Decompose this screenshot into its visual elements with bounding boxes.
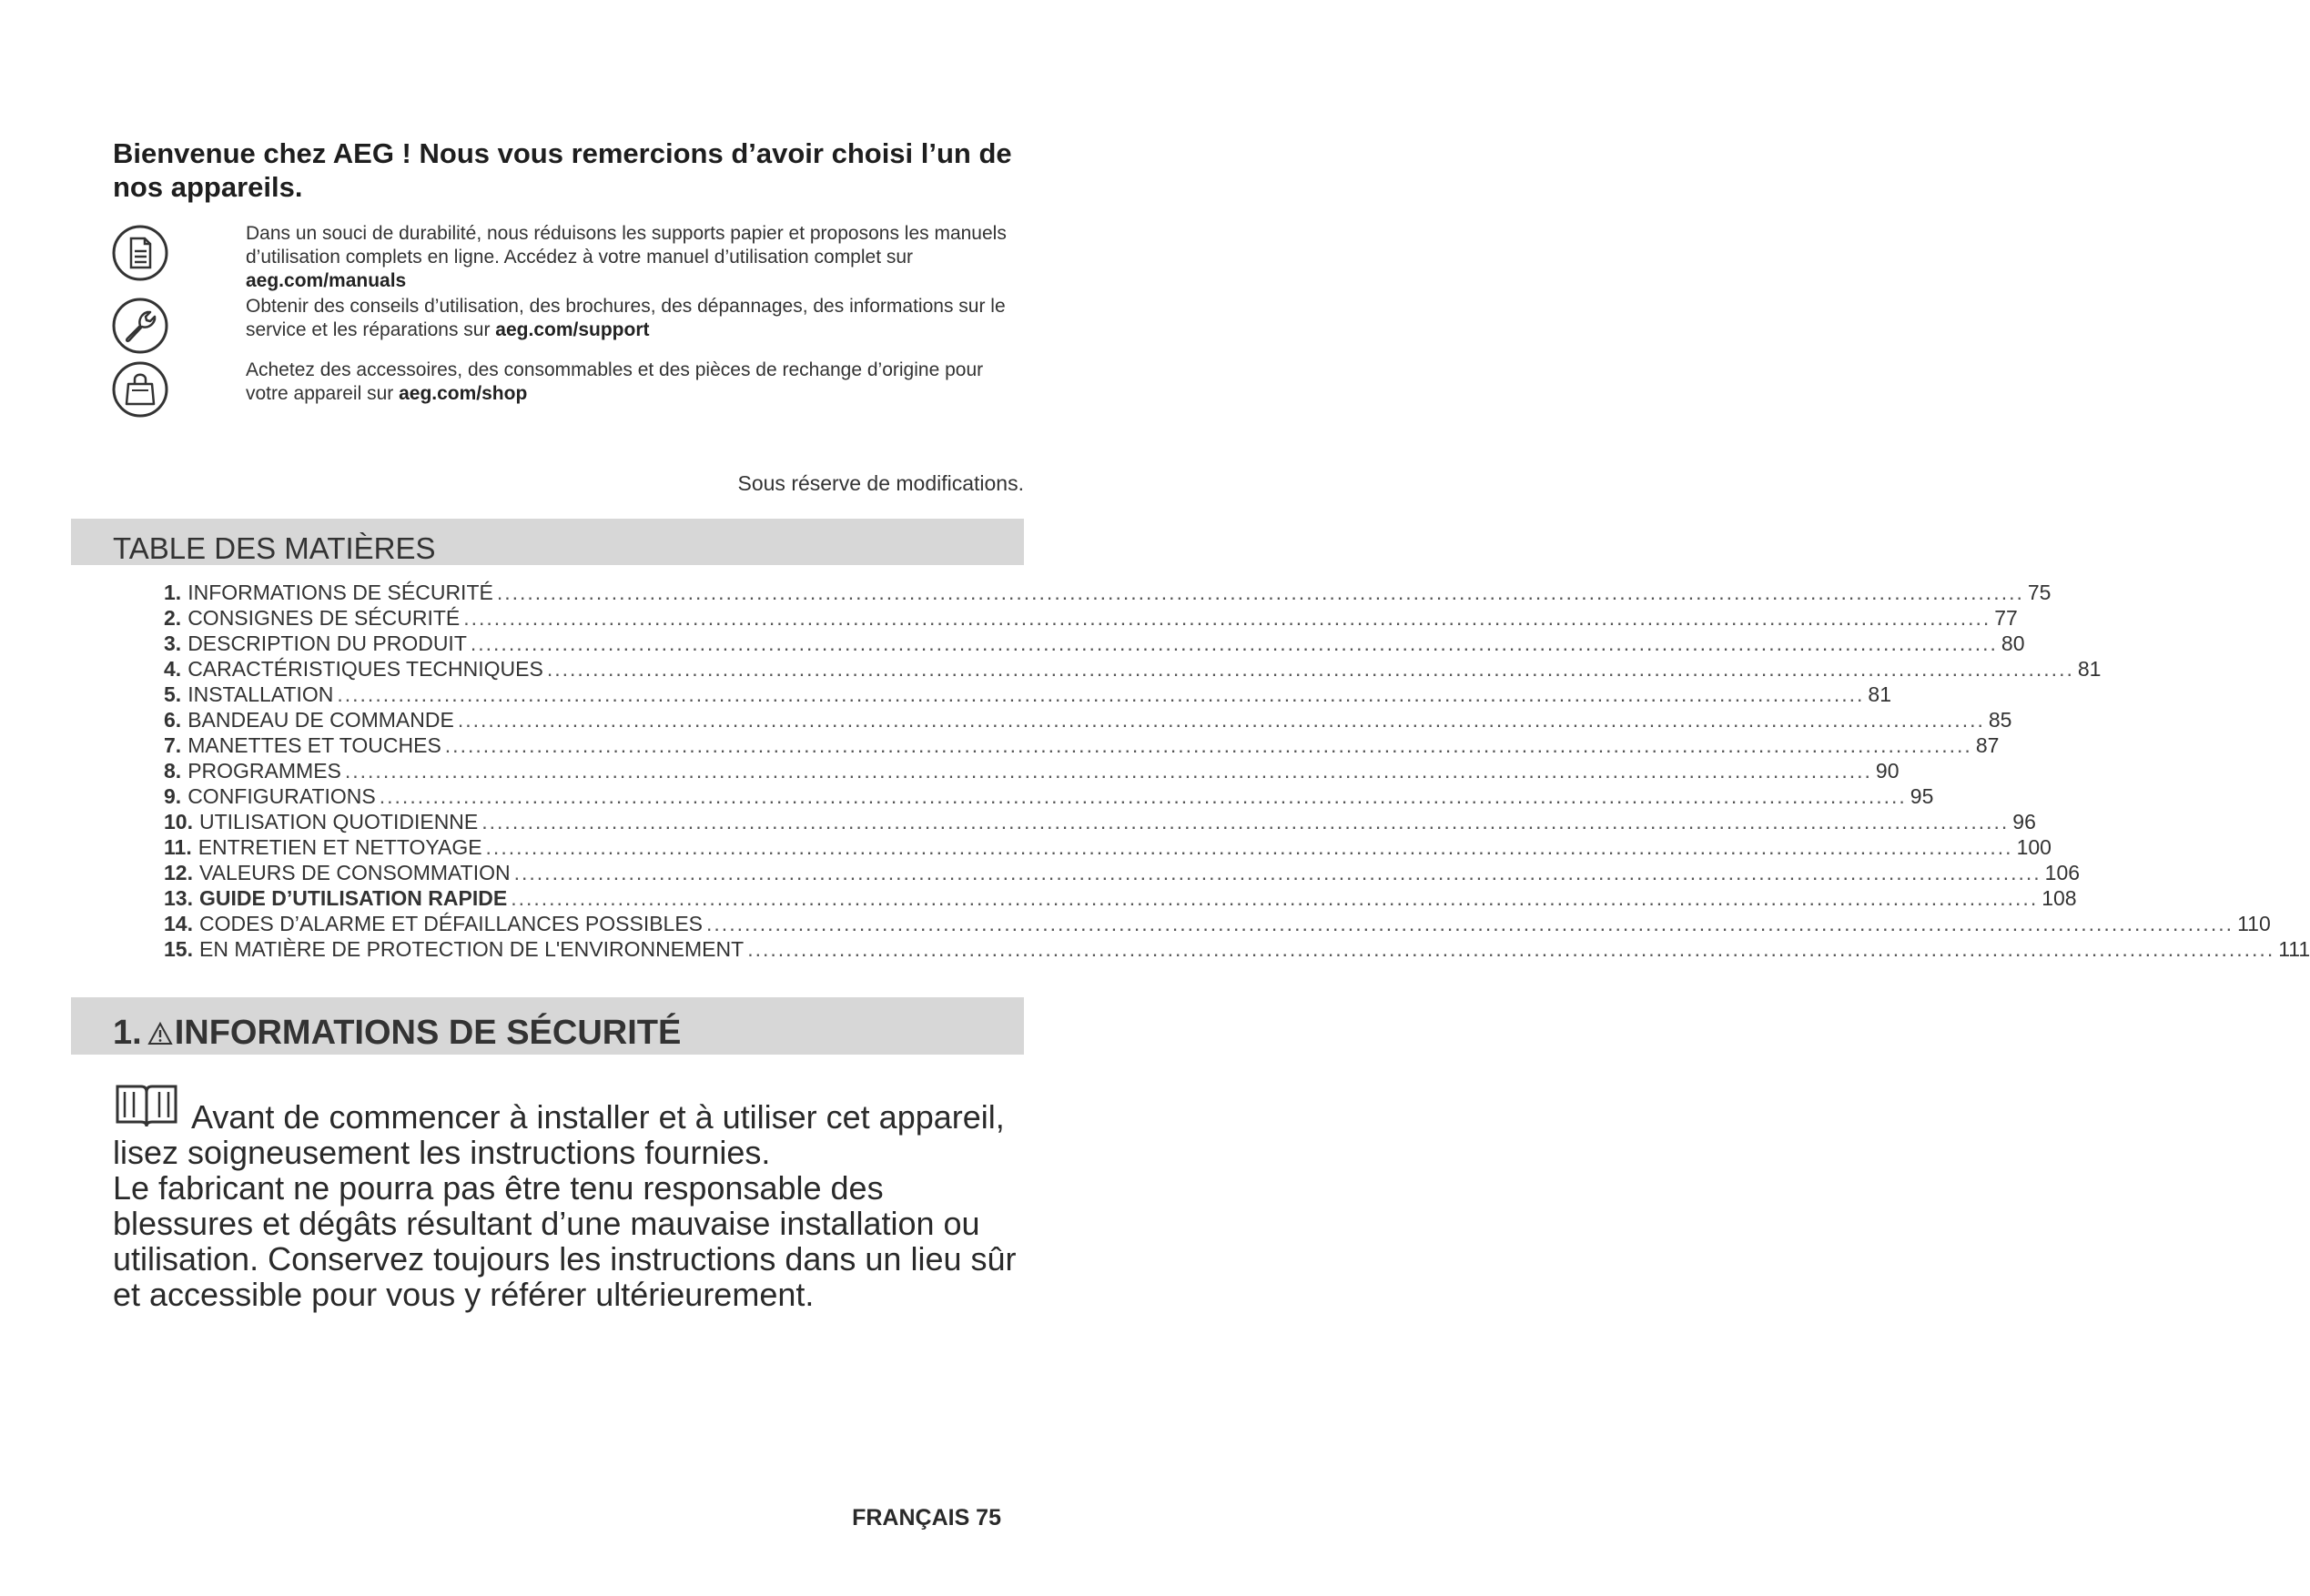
toc-leader-dots: ........................................................................................................................................................................................................ xyxy=(470,631,1998,655)
toc-title: TABLE DES MATIÈRES xyxy=(113,531,436,565)
toc-item-page: 108 xyxy=(2042,886,2077,910)
toc-leader-dots: ........................................................................................................................................................................................................ xyxy=(457,708,1985,732)
toc-item[interactable] xyxy=(164,886,2077,912)
manuals-text: Dans un souci de durabilité, nous réduisons les supports papier et proposons les manuels d’utilisation complets en ligne. Accédez à votre manuel d’utilisation complet sur xyxy=(246,223,1007,268)
toc-item[interactable] xyxy=(164,682,1891,708)
toc-item-page: 75 xyxy=(2027,581,2052,604)
toc-item-label: DESCRIPTION DU PRODUIT xyxy=(187,631,467,655)
toc-item-number: 7. xyxy=(164,733,182,757)
toc-leader-dots: ........................................................................................................................................................................................................ xyxy=(379,784,1907,808)
page-footer: FRANÇAIS 75 xyxy=(852,1505,1001,1530)
reserve-notice: Sous réserve de modifications. xyxy=(737,471,1024,495)
toc-item-label: ENTRETIEN ET NETTOYAGE xyxy=(198,835,482,859)
toc-item-label: VALEURS DE CONSOMMATION xyxy=(198,861,511,884)
toc-leader-dots: ........................................................................................................................................................................................................ xyxy=(747,937,2275,961)
toc-item[interactable] xyxy=(164,759,1900,784)
manuals-link[interactable]: aeg.com/manuals xyxy=(246,270,407,291)
support-link[interactable]: aeg.com/support xyxy=(495,319,650,340)
toc-item-page: 111 xyxy=(2278,937,2310,961)
toc-item-label: BANDEAU DE COMMANDE xyxy=(187,708,454,732)
toc-item-page: 87 xyxy=(1975,733,2000,757)
toc-item-label: MANETTES ET TOUCHES xyxy=(187,733,441,757)
toc-item-page: 106 xyxy=(2044,861,2081,884)
toc-leader-dots: ........................................................................................................................................................................................................ xyxy=(546,657,2074,681)
shop-link[interactable]: aeg.com/shop xyxy=(399,383,528,404)
toc-leader-dots: ........................................................................................................................................................................................................ xyxy=(485,835,2013,859)
toc-item-page: 81 xyxy=(2077,657,2102,681)
section-title-text: INFORMATIONS DE SÉCURITÉ xyxy=(174,1014,682,1052)
toc-item-page: 110 xyxy=(2237,912,2271,935)
toc-item-page: 77 xyxy=(1994,606,2018,630)
table-of-contents xyxy=(164,581,2310,963)
toc-item-number: 5. xyxy=(164,682,182,706)
toc-item[interactable] xyxy=(164,733,2000,759)
section-title xyxy=(113,1014,681,1053)
toc-leader-dots: ........................................................................................................................................................................................................ xyxy=(481,810,2010,833)
wrench-icon xyxy=(111,297,169,355)
intro-line-2: Le fabricant ne pourra pas être tenu responsable des blessures et dégâts résultant d’une mauvaise installation ou utilisation. Conservez toujours les instructions dans un lieu sûr et accessible pour vous y référer ultérieurement. xyxy=(113,1169,1017,1313)
toc-item-number: 6. xyxy=(164,708,182,732)
toc-item[interactable] xyxy=(164,606,2018,631)
support-text: Obtenir des conseils d’utilisation, des brochures, des dépannages, des informations sur le service et les réparations sur xyxy=(246,296,1006,340)
shop-text: Achetez des accessoires, des consommables et des pièces de rechange d’origine pour votre appareil sur xyxy=(246,359,984,404)
toc-item-label: INSTALLATION xyxy=(187,682,334,706)
toc-leader-dots: ........................................................................................................................................................................................................ xyxy=(344,759,1872,783)
toc-item-page: 90 xyxy=(1875,759,1900,783)
toc-leader-dots: ........................................................................................................................................................................................................ xyxy=(444,733,1972,757)
toc-item-page: 80 xyxy=(2001,631,2025,655)
toc-item-number: 10. xyxy=(164,810,193,833)
toc-leader-dots: ........................................................................................................................................................................................................ xyxy=(511,886,2039,910)
toc-item-number: 11. xyxy=(164,835,192,859)
safety-intro xyxy=(113,1099,1023,1312)
toc-item-label: UTILISATION QUOTIDIENNE xyxy=(198,810,479,833)
toc-item-label: GUIDE D’UTILISATION RAPIDE xyxy=(198,886,508,910)
toc-item-number: 2. xyxy=(164,606,182,630)
welcome-heading: Bienvenue chez AEG ! Nous vous remercions d’avoir choisi l’un de nos appareils. xyxy=(113,137,1012,203)
intro-line-1: Avant de commencer à installer et à utiliser cet appareil, lisez soigneusement les instructions fournies. xyxy=(113,1098,1005,1171)
toc-leader-dots: ........................................................................................................................................................................................................ xyxy=(337,682,1865,706)
toc-item[interactable] xyxy=(164,861,2081,886)
toc-item-page: 81 xyxy=(1868,682,1891,706)
toc-item[interactable] xyxy=(164,708,2012,733)
toc-item-number: 13. xyxy=(164,886,193,910)
toc-item-number: 9. xyxy=(164,784,182,808)
toc-item[interactable] xyxy=(164,810,2036,835)
toc-item-number: 1. xyxy=(164,581,182,604)
toc-item-number: 14. xyxy=(164,912,193,935)
toc-item[interactable] xyxy=(164,657,2102,682)
shopping-bag-icon xyxy=(111,360,169,419)
toc-item-label: PROGRAMMES xyxy=(187,759,341,783)
shop-info xyxy=(246,359,1019,406)
toc-item[interactable] xyxy=(164,784,1934,810)
support-info xyxy=(246,295,1019,342)
toc-item-number: 3. xyxy=(164,631,182,655)
section-number: 1. xyxy=(113,1014,142,1052)
warning-icon xyxy=(147,1022,173,1045)
toc-item-label: CONSIGNES DE SÉCURITÉ xyxy=(187,606,461,630)
toc-item-label: CONFIGURATIONS xyxy=(187,784,376,808)
manuals-info xyxy=(246,222,1019,293)
toc-item-label: CARACTÉRISTIQUES TECHNIQUES xyxy=(187,657,543,681)
toc-item-label: CODES D’ALARME ET DÉFAILLANCES POSSIBLES xyxy=(198,912,704,935)
toc-item-page: 100 xyxy=(2016,835,2052,859)
toc-item-number: 8. xyxy=(164,759,182,783)
toc-item-page: 95 xyxy=(1910,784,1934,808)
toc-item[interactable] xyxy=(164,835,2052,861)
toc-item-number: 12. xyxy=(164,861,193,884)
toc-item-page: 85 xyxy=(1988,708,2012,732)
toc-item-number: 15. xyxy=(164,937,193,961)
toc-leader-dots: ........................................................................................................................................................................................................ xyxy=(706,912,2234,935)
toc-item[interactable] xyxy=(164,631,2025,657)
toc-leader-dots: ........................................................................................................................................................................................................ xyxy=(463,606,1991,630)
document-icon xyxy=(111,224,169,282)
toc-leader-dots: ........................................................................................................................................................................................................ xyxy=(496,581,2024,604)
toc-item-page: 96 xyxy=(2012,810,2036,833)
toc-item[interactable] xyxy=(164,937,2310,963)
toc-item-label: INFORMATIONS DE SÉCURITÉ xyxy=(187,581,493,604)
toc-item-number: 4. xyxy=(164,657,182,681)
toc-item-label: EN MATIÈRE DE PROTECTION DE L'ENVIRONNEMENT xyxy=(198,937,745,961)
toc-leader-dots: ........................................................................................................................................................................................................ xyxy=(513,861,2042,884)
toc-item[interactable] xyxy=(164,581,2052,606)
toc-item[interactable] xyxy=(164,912,2271,937)
